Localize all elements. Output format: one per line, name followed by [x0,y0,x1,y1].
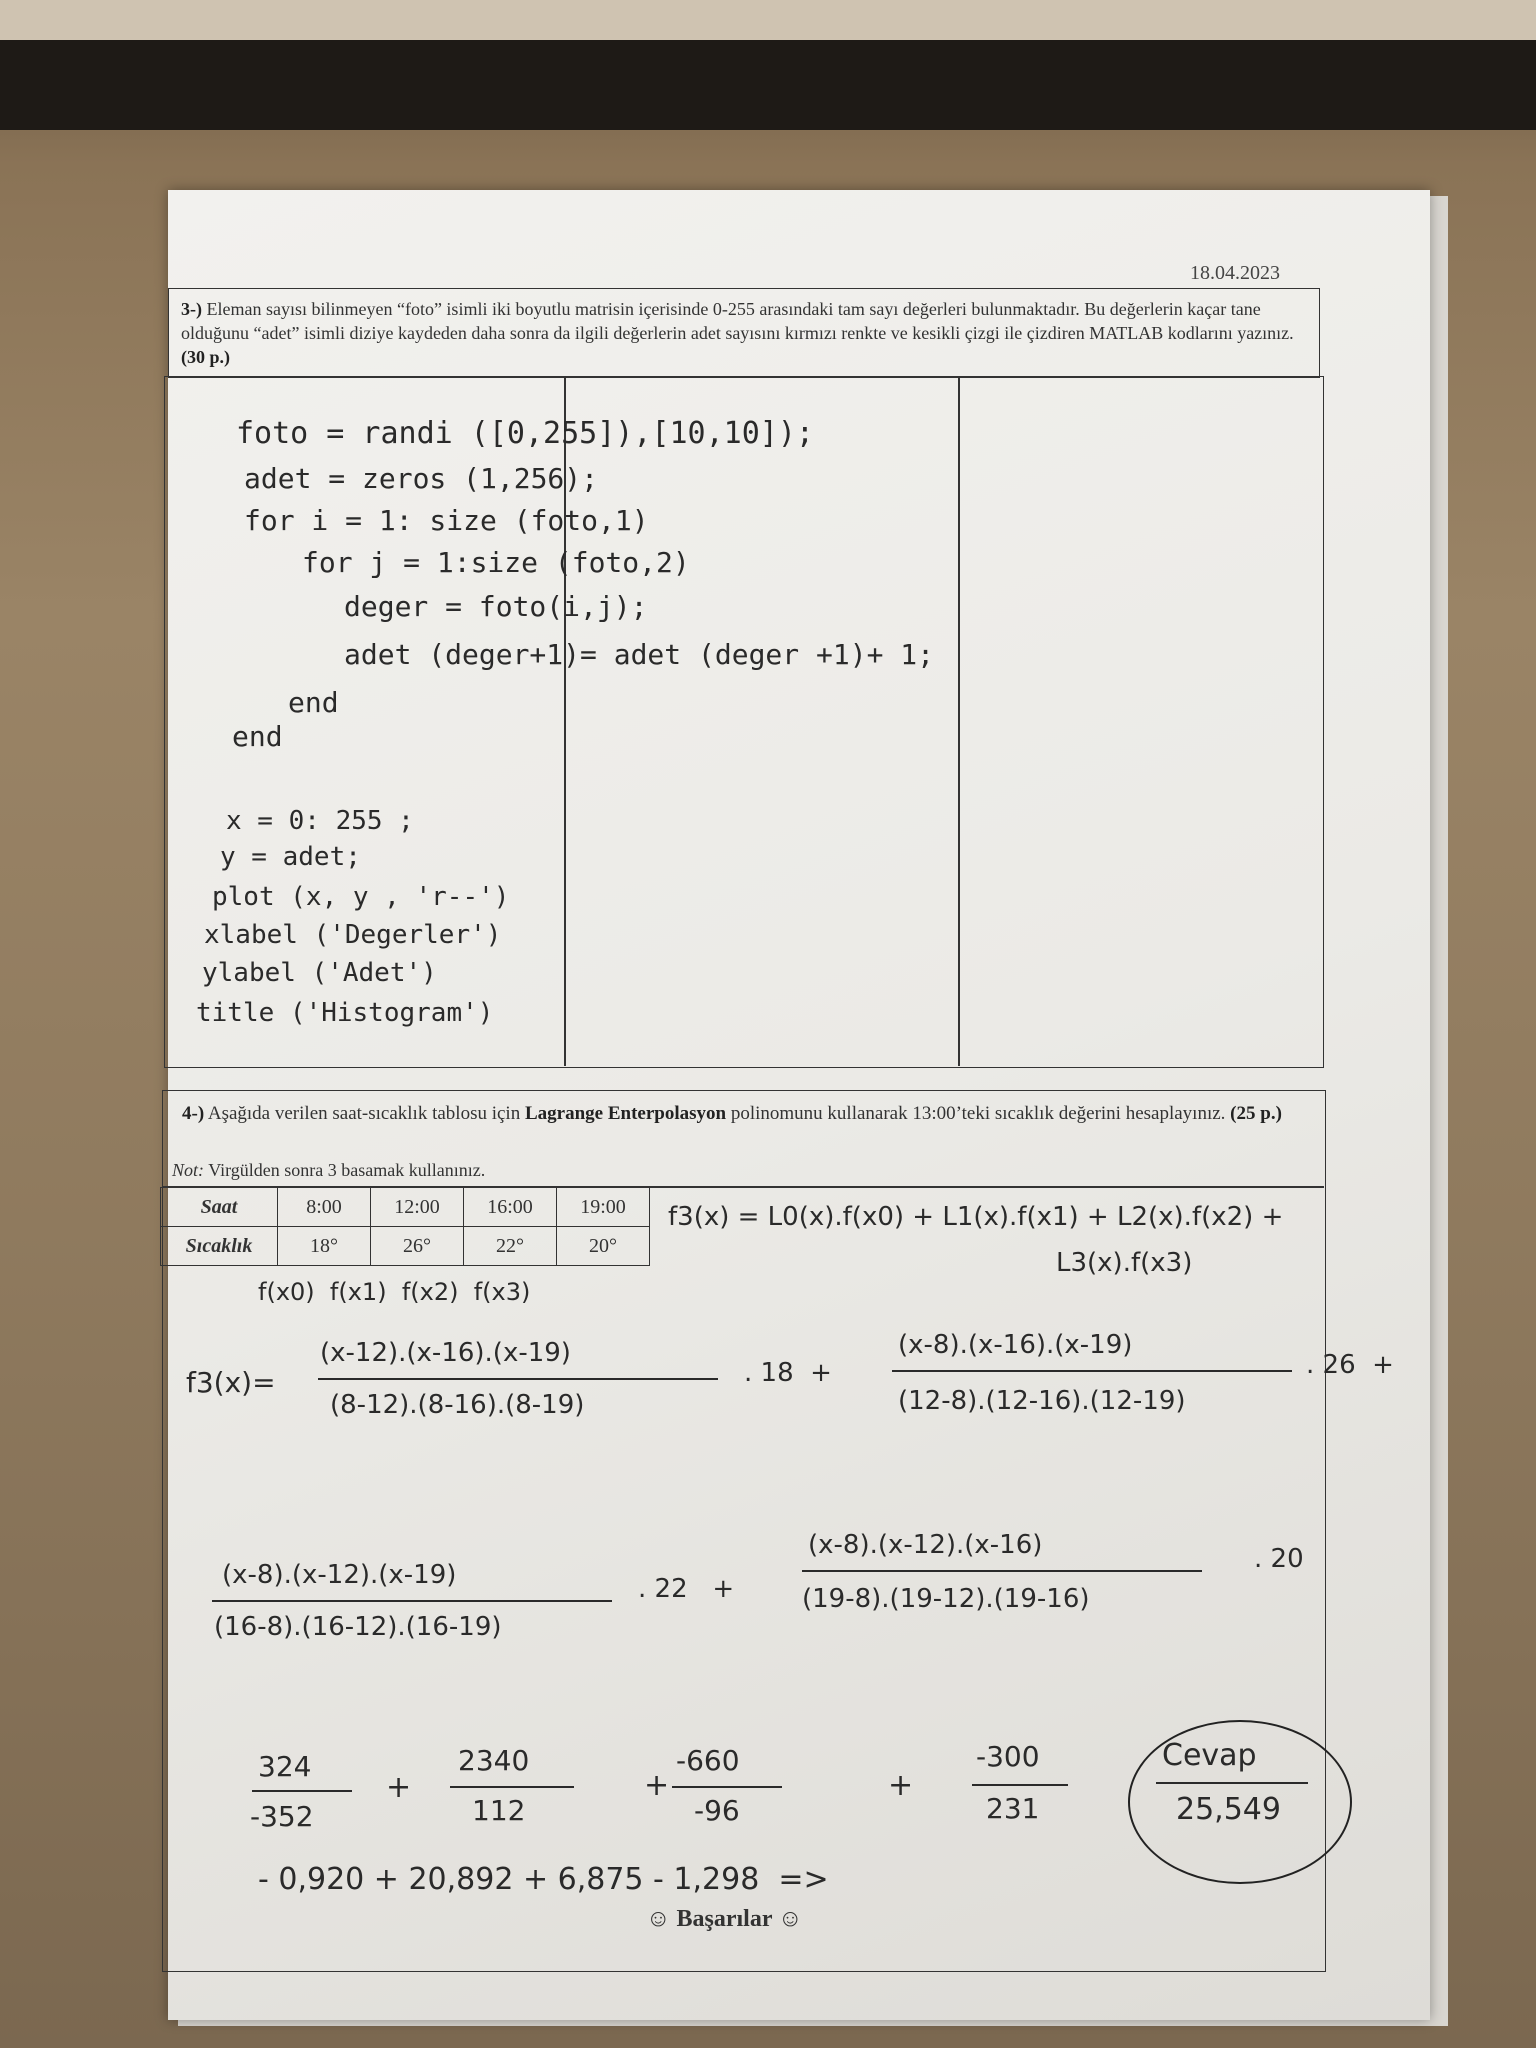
frac4-numerator: -300 [976,1740,1040,1773]
table-row-header-sicaklik: Sıcaklık [161,1227,278,1266]
saat-sicaklik-table [160,1187,650,1266]
plus-sign: + [644,1768,670,1803]
lagrange-formula-1: f3(x) = L0(x).f(x0) + L1(x).f(x1) + L2(x).f(x2) + [668,1202,1284,1232]
footer-basarilar: ☺ Başarılar ☺ [646,1906,803,1932]
term3-denominator: (16-8).(16-12).(16-19) [214,1612,502,1642]
frac4-bar [972,1784,1068,1786]
code-line-14: title ('Histogram') [196,998,494,1028]
term1-numerator: (x-12).(x-16).(x-19) [320,1338,571,1368]
frac4-denominator: 231 [986,1792,1040,1825]
plus-sign: + [386,1770,412,1805]
frac3-bar [672,1786,782,1788]
answer-underline [1156,1782,1308,1784]
term3-multiplier: . 22 + [638,1574,735,1604]
term3-numerator: (x-8).(x-12).(x-19) [222,1560,457,1590]
term1-prefix: f3(x)= [186,1366,276,1399]
q3-points: (30 p.) [181,347,230,367]
term4-multiplier: . 20 [1254,1544,1304,1574]
code-line-3: for i = 1: size (foto,1) [244,504,649,537]
q3-number: 3-) [181,299,202,319]
table-row [161,1227,650,1266]
q4-points: (25 p.) [1230,1103,1282,1124]
frac1-bar [252,1790,352,1792]
q4-note [172,1160,485,1181]
q4-body-bold: Lagrange Enterpolasyon [524,1103,727,1124]
q3-column-divider-2 [958,376,960,1066]
q3-question-box [168,288,1320,378]
table-cell: 19:00 [557,1188,650,1227]
table-cell: 12:00 [371,1188,464,1227]
frac1-numerator: 324 [258,1750,312,1783]
code-line-4: for j = 1:size (foto,2) [302,546,690,579]
term2-denominator: (12-8).(12-16).(12-19) [898,1386,1186,1416]
sum-line: - 0,920 + 20,892 + 6,875 - 1,298 => [258,1862,829,1897]
q3-body: Eleman sayısı bilinmeyen “foto” isimli iki boyutlu matrisin içerisinde 0-255 arasındaki tam sayı değerleri bulunmaktadır. Bu değerlerin kaçar tane olduğunu “adet” isimli diziye kaydeden daha sonra da ilgili değerlerin adet sayısını kırmızı renkte ve kesikli çizgi ile çizdiren MATLAB kodlarını yazınız. [181,299,1294,343]
plus-sign: + [888,1768,914,1803]
frac2-numerator: 2340 [458,1744,530,1777]
q4-number: 4-) [182,1103,205,1124]
table-cell: 22° [464,1227,557,1266]
frac3-numerator: -660 [676,1744,740,1777]
frac1-denominator: -352 [250,1800,314,1833]
code-line-6: adet (deger+1)= adet (deger +1)+ 1; [344,638,935,671]
code-line-9: x = 0: 255 ; [226,806,414,836]
answer-label: Cevap [1162,1738,1257,1773]
exam-paper [168,190,1430,2020]
code-line-1: foto = randi ([0,255]),[10,10]); [236,416,814,451]
table-cell: 20° [557,1227,650,1266]
code-line-12: xlabel ('Degerler') [204,920,502,950]
q3-question-text [169,289,1319,377]
table-cell: 16:00 [464,1188,557,1227]
term4-fraction-bar [802,1570,1202,1572]
term2-numerator: (x-8).(x-16).(x-19) [898,1330,1133,1360]
term3-fraction-bar [212,1600,612,1602]
answer-value: 25,549 [1176,1792,1281,1827]
table-cell: 26° [371,1227,464,1266]
q4-question-text [170,1094,1324,1134]
code-line-7: end [288,686,339,719]
background-shelf [0,40,1536,130]
q4-note-text: Virgülden sonra 3 basamak kullanınız. [208,1160,486,1180]
table-row [161,1188,650,1227]
code-line-10: y = adet; [220,842,361,872]
table-row-header-saat: Saat [161,1188,278,1227]
q4-note-label: Not: [172,1160,205,1180]
code-line-2: adet = zeros (1,256); [244,462,599,495]
term4-denominator: (19-8).(19-12).(19-16) [802,1584,1090,1614]
lagrange-formula-2: L3(x).f(x3) [1056,1248,1193,1278]
q4-body-pre: Aşağıda verilen saat-sıcaklık tablosu için [207,1103,521,1124]
frac2-denominator: 112 [472,1794,526,1827]
code-line-8: end [232,720,283,753]
term4-numerator: (x-8).(x-12).(x-16) [808,1530,1043,1560]
f-labels: f(x0) f(x1) f(x2) f(x3) [258,1278,531,1306]
term2-multiplier: . 26 + [1306,1350,1394,1380]
code-line-13: ylabel ('Adet') [202,958,437,988]
frac2-bar [450,1786,574,1788]
exam-date: 18.04.2023 [1190,262,1280,284]
term2-fraction-bar [892,1370,1292,1372]
table-cell: 18° [278,1227,371,1266]
q4-body-post: polinomunu kullanarak 13:00’teki sıcaklık değerini hesaplayınız. [730,1103,1226,1124]
term1-fraction-bar [318,1378,718,1380]
frac3-denominator: -96 [694,1794,740,1827]
code-line-11: plot (x, y , 'r--') [212,882,510,912]
code-line-5: deger = foto(i,j); [344,590,648,623]
term1-denominator: (8-12).(8-16).(8-19) [330,1390,585,1420]
term1-multiplier: . 18 + [744,1358,832,1388]
table-cell: 8:00 [278,1188,371,1227]
